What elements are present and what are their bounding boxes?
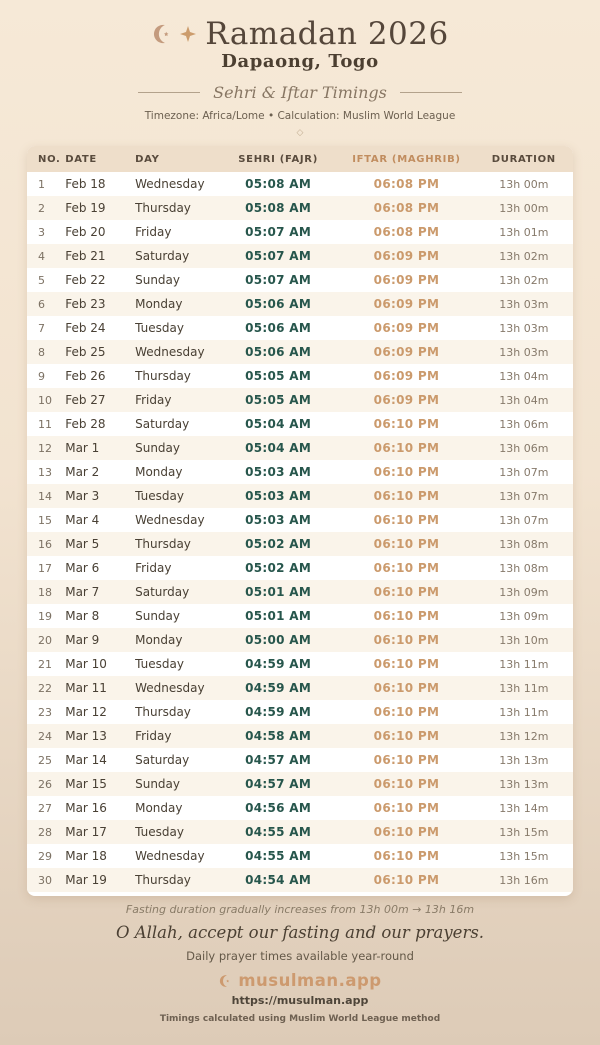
cell-day: Wednesday <box>135 849 205 863</box>
col-header-no: NO. <box>27 146 65 172</box>
cell-date: Mar 1 <box>65 441 100 455</box>
col-header-day: DAY <box>135 146 218 172</box>
timezone-calculation-meta: Timezone: Africa/Lome • Calculation: Muslim World League <box>144 110 456 122</box>
cell-duration: 13h 15m <box>499 825 549 839</box>
cell-day: Thursday <box>135 201 191 215</box>
timings-table <box>27 146 573 892</box>
cell-no: 2 <box>38 201 45 215</box>
cell-iftar: 06:08 PM <box>373 225 440 239</box>
cell-sehri: 05:03 AM <box>245 513 312 527</box>
table-row <box>27 508 573 532</box>
cell-no: 23 <box>38 705 52 719</box>
cell-day: Sunday <box>135 609 180 623</box>
table-row <box>27 340 573 364</box>
cell-no: 7 <box>38 321 45 335</box>
cell-duration: 13h 08m <box>499 537 549 551</box>
cell-date: Mar 5 <box>65 537 100 551</box>
cell-iftar: 06:10 PM <box>373 873 440 887</box>
cell-duration: 13h 03m <box>499 321 549 335</box>
cell-duration: 13h 08m <box>499 561 549 575</box>
cell-duration: 13h 03m <box>499 345 549 359</box>
cell-iftar: 06:09 PM <box>373 393 440 407</box>
cell-sehri: 05:07 AM <box>245 249 312 263</box>
table-row <box>27 868 573 892</box>
cell-iftar: 06:09 PM <box>373 249 440 263</box>
timings-card <box>27 146 573 896</box>
brand-link[interactable] <box>218 971 381 990</box>
duration-note: Fasting duration gradually increases from 13h 00m → 13h 16m <box>125 903 475 916</box>
cell-duration: 13h 07m <box>499 489 549 503</box>
cell-no: 18 <box>38 585 52 599</box>
dua-text: O Allah, accept our fasting and our prayers. <box>115 923 485 942</box>
table-row <box>27 748 573 772</box>
table-row <box>27 652 573 676</box>
cell-day: Friday <box>135 561 172 575</box>
cell-no: 3 <box>38 225 45 239</box>
cell-date: Feb 25 <box>65 345 106 359</box>
cell-sehri: 04:55 AM <box>245 849 312 863</box>
cell-no: 29 <box>38 849 52 863</box>
cell-date: Mar 2 <box>65 465 100 479</box>
cell-no: 24 <box>38 729 52 743</box>
cell-no: 1 <box>38 177 45 191</box>
cell-duration: 13h 13m <box>499 777 549 791</box>
cell-day: Thursday <box>135 873 191 887</box>
cell-no: 4 <box>38 249 45 263</box>
cell-day: Saturday <box>135 585 190 599</box>
cell-no: 14 <box>38 489 52 503</box>
cell-day: Thursday <box>135 537 191 551</box>
cell-no: 16 <box>38 537 52 551</box>
table-row <box>27 580 573 604</box>
table-row <box>27 220 573 244</box>
location-title: Dapaong, Togo <box>221 51 379 72</box>
cell-sehri: 05:04 AM <box>245 417 312 431</box>
page-header <box>0 0 600 139</box>
cell-no: 28 <box>38 825 52 839</box>
table-row <box>27 364 573 388</box>
cell-sehri: 04:55 AM <box>245 825 312 839</box>
cell-sehri: 05:01 AM <box>245 585 312 599</box>
cell-iftar: 06:10 PM <box>373 681 440 695</box>
cell-day: Monday <box>135 633 183 647</box>
cell-iftar: 06:10 PM <box>373 417 440 431</box>
cell-day: Sunday <box>135 273 180 287</box>
cell-iftar: 06:09 PM <box>373 345 440 359</box>
crescent-star-icon <box>151 23 173 45</box>
cell-day: Tuesday <box>135 825 184 839</box>
cell-date: Mar 4 <box>65 513 100 527</box>
cell-duration: 13h 15m <box>499 849 549 863</box>
cell-date: Feb 26 <box>65 369 106 383</box>
cell-date: Mar 10 <box>65 657 107 671</box>
cell-duration: 13h 14m <box>499 801 549 815</box>
daily-availability-text: Daily prayer times available year-round <box>186 949 414 963</box>
cell-duration: 13h 04m <box>499 393 549 407</box>
cell-duration: 13h 03m <box>499 297 549 311</box>
cell-date: Feb 27 <box>65 393 106 407</box>
cell-sehri: 05:05 AM <box>245 369 312 383</box>
cell-day: Sunday <box>135 777 180 791</box>
table-row <box>27 196 573 220</box>
cell-no: 20 <box>38 633 52 647</box>
cell-duration: 13h 09m <box>499 609 549 623</box>
cell-day: Wednesday <box>135 513 205 527</box>
cell-sehri: 04:57 AM <box>245 753 312 767</box>
cell-no: 26 <box>38 777 52 791</box>
cell-iftar: 06:10 PM <box>373 609 440 623</box>
cell-sehri: 04:56 AM <box>245 801 312 815</box>
cell-iftar: 06:09 PM <box>373 321 440 335</box>
cell-duration: 13h 13m <box>499 753 549 767</box>
cell-day: Wednesday <box>135 681 205 695</box>
cell-day: Monday <box>135 465 183 479</box>
four-point-star-icon <box>180 26 196 42</box>
cell-no: 8 <box>38 345 45 359</box>
table-row <box>27 484 573 508</box>
cell-date: Mar 18 <box>65 849 107 863</box>
cell-day: Thursday <box>135 705 191 719</box>
cell-iftar: 06:10 PM <box>373 513 440 527</box>
diamond-ornament: ◇ <box>296 128 304 138</box>
cell-date: Mar 12 <box>65 705 107 719</box>
cell-duration: 13h 02m <box>499 273 549 287</box>
table-row <box>27 820 573 844</box>
table-row <box>27 628 573 652</box>
cell-date: Mar 14 <box>65 753 107 767</box>
cell-day: Tuesday <box>135 657 184 671</box>
title-row <box>0 16 600 52</box>
cell-iftar: 06:10 PM <box>373 825 440 839</box>
cell-date: Mar 3 <box>65 489 100 503</box>
cell-date: Feb 21 <box>65 249 106 263</box>
cell-sehri: 05:03 AM <box>245 465 312 479</box>
cell-sehri: 05:07 AM <box>245 273 312 287</box>
cell-iftar: 06:09 PM <box>373 369 440 383</box>
cell-day: Wednesday <box>135 177 205 191</box>
cell-date: Mar 7 <box>65 585 100 599</box>
cell-sehri: 05:02 AM <box>245 537 312 551</box>
cell-sehri: 05:08 AM <box>245 201 312 215</box>
cell-sehri: 05:01 AM <box>245 609 312 623</box>
cell-day: Tuesday <box>135 321 184 335</box>
cell-no: 12 <box>38 441 52 455</box>
cell-sehri: 05:06 AM <box>245 297 312 311</box>
cell-day: Saturday <box>135 417 190 431</box>
cell-sehri: 05:08 AM <box>245 177 312 191</box>
table-row <box>27 532 573 556</box>
cell-iftar: 06:10 PM <box>373 801 440 815</box>
cell-sehri: 05:06 AM <box>245 321 312 335</box>
cell-no: 27 <box>38 801 52 815</box>
cell-iftar: 06:08 PM <box>373 177 440 191</box>
cell-sehri: 05:06 AM <box>245 345 312 359</box>
cell-date: Feb 23 <box>65 297 106 311</box>
table-row <box>27 556 573 580</box>
cell-date: Mar 8 <box>65 609 100 623</box>
table-row <box>27 316 573 340</box>
table-row <box>27 796 573 820</box>
cell-iftar: 06:10 PM <box>373 561 440 575</box>
cell-iftar: 06:10 PM <box>373 777 440 791</box>
cell-no: 19 <box>38 609 52 623</box>
cell-date: Feb 22 <box>65 273 106 287</box>
col-header-iftar: IFTAR (MAGHRIB) <box>338 146 475 172</box>
cell-iftar: 06:08 PM <box>373 201 440 215</box>
cell-iftar: 06:10 PM <box>373 849 440 863</box>
cell-duration: 13h 06m <box>499 441 549 455</box>
cell-iftar: 06:09 PM <box>373 273 440 287</box>
cell-date: Feb 18 <box>65 177 106 191</box>
table-row <box>27 772 573 796</box>
cell-date: Feb 24 <box>65 321 106 335</box>
table-header <box>27 146 573 172</box>
subtitle-rule-right <box>400 92 462 93</box>
cell-duration: 13h 11m <box>499 705 549 719</box>
cell-duration: 13h 12m <box>499 729 549 743</box>
table-row <box>27 676 573 700</box>
cell-no: 13 <box>38 465 52 479</box>
brand-url[interactable]: https://musulman.app <box>231 993 369 1007</box>
cell-sehri: 05:07 AM <box>245 225 312 239</box>
title-icons <box>151 23 196 45</box>
brand-name: musulman.app <box>238 971 382 990</box>
cell-day: Saturday <box>135 249 190 263</box>
cell-day: Saturday <box>135 753 190 767</box>
cell-duration: 13h 06m <box>499 417 549 431</box>
table-row <box>27 700 573 724</box>
cell-day: Friday <box>135 225 172 239</box>
crescent-star-icon <box>218 974 232 988</box>
cell-duration: 13h 07m <box>499 513 549 527</box>
cell-no: 25 <box>38 753 52 767</box>
cell-day: Monday <box>135 297 183 311</box>
cell-duration: 13h 01m <box>499 225 549 239</box>
cell-sehri: 05:03 AM <box>245 489 312 503</box>
table-row <box>27 844 573 868</box>
cell-duration: 13h 11m <box>499 657 549 671</box>
cell-duration: 13h 09m <box>499 585 549 599</box>
cell-day: Friday <box>135 393 172 407</box>
table-row <box>27 388 573 412</box>
cell-date: Mar 17 <box>65 825 107 839</box>
cell-no: 10 <box>38 393 52 407</box>
calculation-method-note: Timings calculated using Muslim World League method <box>159 1013 441 1024</box>
cell-iftar: 06:10 PM <box>373 633 440 647</box>
cell-date: Mar 15 <box>65 777 107 791</box>
cell-no: 5 <box>38 273 45 287</box>
cell-date: Mar 19 <box>65 873 107 887</box>
cell-date: Mar 13 <box>65 729 107 743</box>
cell-sehri: 04:59 AM <box>245 657 312 671</box>
cell-date: Feb 20 <box>65 225 106 239</box>
cell-iftar: 06:09 PM <box>373 297 440 311</box>
cell-duration: 13h 11m <box>499 681 549 695</box>
cell-iftar: 06:10 PM <box>373 489 440 503</box>
cell-duration: 13h 00m <box>499 177 549 191</box>
cell-duration: 13h 00m <box>499 201 549 215</box>
col-header-duration: DURATION <box>475 146 573 172</box>
timings-table-body <box>27 172 573 892</box>
cell-duration: 13h 04m <box>499 369 549 383</box>
cell-day: Friday <box>135 729 172 743</box>
table-row <box>27 172 573 196</box>
table-row <box>27 436 573 460</box>
cell-date: Feb 28 <box>65 417 106 431</box>
cell-sehri: 04:57 AM <box>245 777 312 791</box>
cell-sehri: 04:58 AM <box>245 729 312 743</box>
table-row <box>27 604 573 628</box>
cell-date: Mar 9 <box>65 633 100 647</box>
cell-no: 9 <box>38 369 45 383</box>
cell-duration: 13h 16m <box>499 873 549 887</box>
cell-day: Monday <box>135 801 183 815</box>
cell-day: Thursday <box>135 369 191 383</box>
cell-no: 15 <box>38 513 52 527</box>
table-row <box>27 724 573 748</box>
table-row <box>27 292 573 316</box>
cell-no: 11 <box>38 417 52 431</box>
table-row <box>27 244 573 268</box>
table-row <box>27 268 573 292</box>
cell-date: Mar 11 <box>65 681 107 695</box>
page-title: Ramadan 2026 <box>205 16 449 52</box>
subtitle-rule-left <box>138 92 200 93</box>
cell-iftar: 06:10 PM <box>373 441 440 455</box>
cell-iftar: 06:10 PM <box>373 537 440 551</box>
cell-duration: 13h 02m <box>499 249 549 263</box>
cell-no: 22 <box>38 681 52 695</box>
cell-sehri: 05:04 AM <box>245 441 312 455</box>
cell-sehri: 05:05 AM <box>245 393 312 407</box>
cell-sehri: 05:02 AM <box>245 561 312 575</box>
page-footer <box>0 903 600 1025</box>
cell-no: 6 <box>38 297 45 311</box>
cell-date: Mar 6 <box>65 561 100 575</box>
cell-no: 21 <box>38 657 52 671</box>
cell-day: Wednesday <box>135 345 205 359</box>
cell-date: Mar 16 <box>65 801 107 815</box>
cell-no: 17 <box>38 561 52 575</box>
cell-date: Feb 19 <box>65 201 106 215</box>
col-header-date: DATE <box>65 146 135 172</box>
cell-sehri: 05:00 AM <box>245 633 312 647</box>
subtitle: Sehri & Iftar Timings <box>213 82 387 102</box>
cell-iftar: 06:10 PM <box>373 705 440 719</box>
cell-iftar: 06:10 PM <box>373 585 440 599</box>
cell-day: Tuesday <box>135 489 184 503</box>
cell-sehri: 04:59 AM <box>245 681 312 695</box>
col-header-sehri: SEHRI (FAJR) <box>218 146 338 172</box>
cell-day: Sunday <box>135 441 180 455</box>
table-row <box>27 412 573 436</box>
cell-duration: 13h 07m <box>499 465 549 479</box>
subtitle-row <box>0 82 600 102</box>
cell-no: 30 <box>38 873 52 887</box>
cell-iftar: 06:10 PM <box>373 657 440 671</box>
cell-duration: 13h 10m <box>499 633 549 647</box>
cell-iftar: 06:10 PM <box>373 753 440 767</box>
cell-sehri: 04:54 AM <box>245 873 312 887</box>
cell-sehri: 04:59 AM <box>245 705 312 719</box>
table-row <box>27 460 573 484</box>
cell-iftar: 06:10 PM <box>373 465 440 479</box>
cell-iftar: 06:10 PM <box>373 729 440 743</box>
